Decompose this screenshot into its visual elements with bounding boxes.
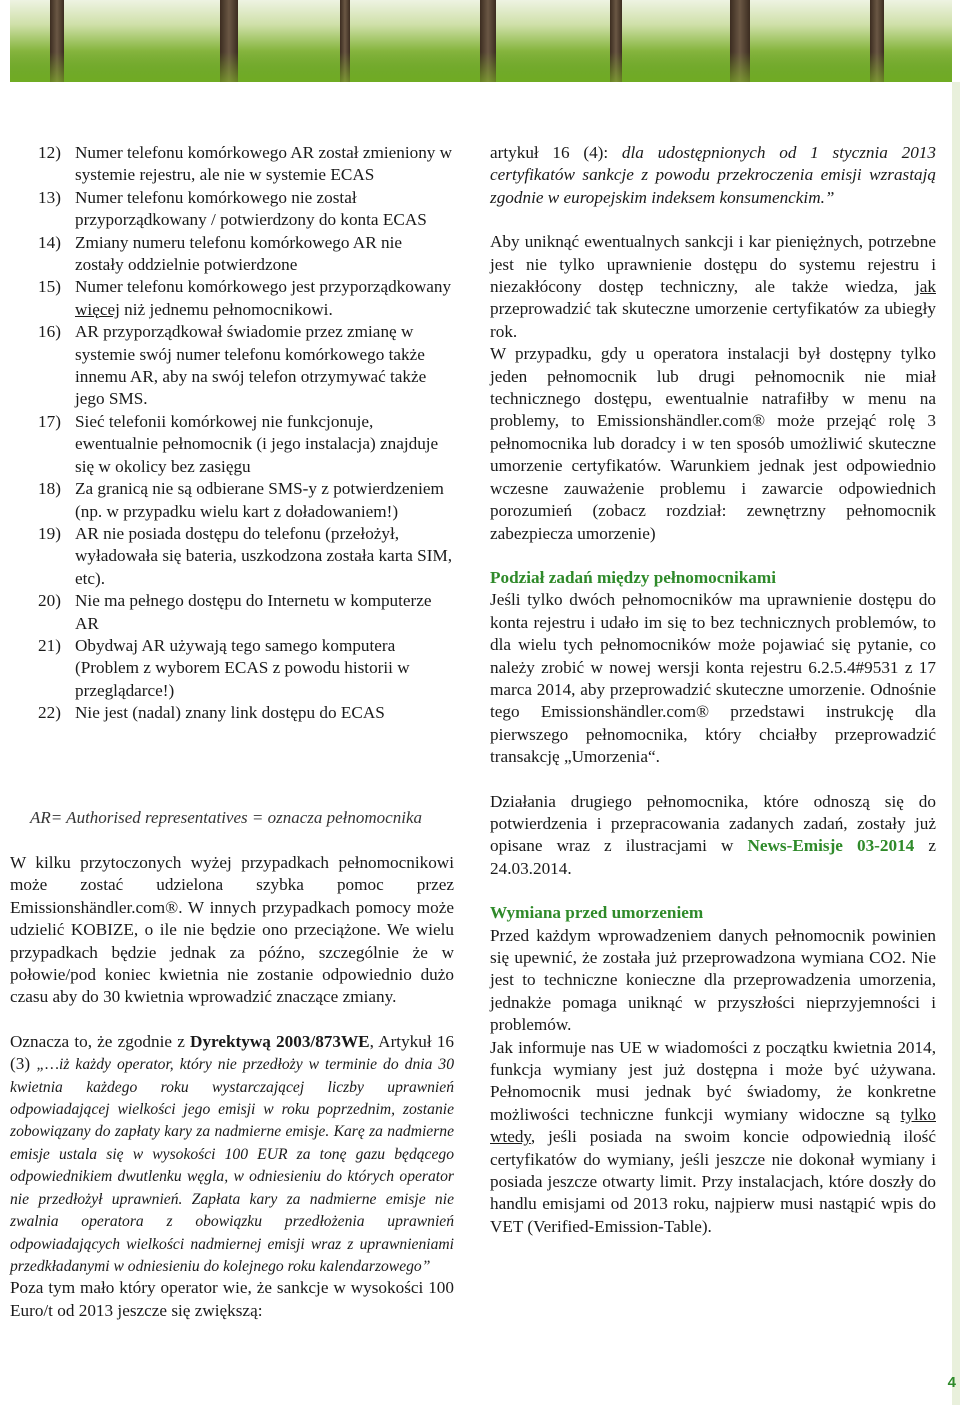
list-text: Numer telefonu komórkowego nie został przyporządkowany / potwierdzony do konta ECAS [75,187,427,230]
left-body-text [10,852,454,1322]
list-number: 13) [38,187,61,207]
list-number: 12) [38,143,61,162]
list-text: Sieć telefonii komórkowej nie funkcjonuje, ewentualnie pełnomocnik (i jego instalacja) znajduje się w okolicy bez zasięgu [75,411,439,476]
directive-name: Dyrektywą 2003/873WE [190,1031,370,1051]
paragraph [490,231,936,343]
list-text: Obydwaj AR używają tego samego komputera (Problem z wyborem ECAS z powodu historii w przeglądarce!) [75,635,410,700]
list-number: 17) [38,411,61,431]
list-number: 18) [38,479,61,499]
list-item [38,411,454,478]
paragraph [490,791,936,881]
list-text-part: Numer telefonu komórkowego jest przyporządkowany [75,277,452,297]
grass-glow [10,52,952,82]
text-part: Jak informuje nas UE w wiadomości z początku kwietnia 2014, funkcja wymiany jest już dostępna i może być używana. Pełnomocnik musi jednak być świadomy, że konkretne możliwości techniczne funkcji wymiany widoczne są [490,1037,936,1124]
list-item [38,523,454,590]
directive-paragraph [10,1031,454,1277]
text-part: Oznacza to, że zgodnie z [10,1031,191,1051]
list-item [38,232,454,277]
abbreviation-note: AR= Authorised representatives = oznacza pełnomocnika [30,808,422,827]
text-part: artykuł 16 (4): [490,143,622,162]
paragraph: Jeśli tylko dwóch pełnomocników ma uprawnienie dostępu do konta rejestru i udało im się to bez technicznych problemów, to dla wielu tych pełnomocników może pojawiać się pytanie, co należy zrobić w nowej wersji konta rejestru 6.2.5.4#9531 z 17 marca 2014, aby przeprowadzić skuteczne umorzenie. Odnośnie tego Emissionshändler.com® przedstawi instrukcję dla pierwszego pełnomocnika, który chciałby przeprowadzić transakcję „Umorzenia“. [490,590,936,767]
list-item [38,321,454,411]
list-number: 20) [38,591,61,611]
paragraph: Poza tym mało który operator wie, że sankcje w wysokości 100 Euro/t od 2013 jeszcze się zwiększą: [10,1278,454,1320]
paragraph: W przypadku, gdy u operatora instalacji był dostępny tylko jeden pełnomocnik lub drugi pełnomocnik nie miał technicznego dostępu, ewentualnie natrafiłby w menu na problemy, to Emissionshändler.com® może przejąć rolę 3 pełnomocnika lub doradcy i w ten sposób umożliwić skuteczne umorzenie certyfikatów. Warunkiem jednak jest odpowiednio wczesne zauważenie problemu i zawarcie odpowiednich porozumień (zobacz rozdział: zewnętrzny pełnomocnik zabezpiecza umorzenie) [490,344,936,543]
list-item [38,702,454,724]
list-text: AR nie posiada dostępu do telefonu (przełożył, wyładowała się bateria, uszkodzona została karta SIM, etc). [75,523,453,588]
list-text: Numer telefonu komórkowego AR został zmieniony w systemie rejestru, ale nie w systemie ECAS [75,143,453,185]
list-item [38,478,454,523]
list-number: 22) [38,703,61,723]
text-part: , jeśli posiada na swoim koncie odpowiednią ilość certyfikatów do wymiany, jeśli jeszcze nie dokonał wymiany i posiada jeszcze otwarty limit. Przy instalacjach, które doszły do handlu emisjami od 2013 roku, najpierw musi nastąpić wpis do VET (Verified-Emission-Table). [490,1127,936,1236]
right-column [490,142,936,1238]
section-heading: Podział zadań między pełnomocnikami [490,567,776,587]
text-part: przeprowadzić tak skuteczne umorzenie certyfikatów za ubiegły rok. [490,299,936,341]
list-text: Nie ma pełnego dostępu do Internetu w komputerze AR [75,591,432,633]
page-number: 4 [947,1374,956,1391]
paragraph: W kilku przytoczonych wyżej przypadkach pełnomocnikowi może zostać udzielona szybka pomoc przez Emissionshändler.com®. W innych przypadkach pomocy może udzielić KOBIZE, o ile nie będzie ono przeciążone. We wielu przypadkach będzie jednak za późno, szczególnie że w połowie/pod koniec kwietnia nie zostanie odpowiednio dużo czasu aby do 30 kwietnia wprowadzić znaczące zmiany. [10,853,454,1007]
text-part: Aby uniknąć ewentualnych sankcji i kar pieniężnych, potrzebne jest nie tylko uprawnienie dostępu do systemu rejestru i niezakłócony dostęp techniczny, ale także wiedza, [490,232,936,297]
list-number: 19) [38,523,61,543]
paragraph [490,142,936,209]
paragraph [490,1037,936,1239]
list-text-part: niż jednemu pełnomocnikowi. [119,299,333,319]
list-item [38,187,454,232]
list-item [38,276,454,321]
section-heading: Wymiana przed umorzeniem [490,903,704,923]
list-text [75,276,454,321]
list-item [38,635,454,702]
list-number: 15) [38,277,61,297]
text-part: z 24.03.2014. [490,836,936,878]
list-number: 21) [38,635,61,655]
list-text: Zmiany numeru telefonu komórkowego AR nie zostały oddzielnie potwierdzone [75,232,402,275]
list-text: AR przyporządkował świadomie przez zmianę w systemie swój numer telefonu komórkowego także innemu AR, aby na swój telefon otrzymywać także jego SMS. [75,322,427,409]
directive-quote: „…iż każdy operator, który nie przedłoży w terminie do dnia 30 kwietnia każdego roku wystarczającej liczby uprawnień odpowiadającej wielkości jego emisji w roku poprzednim, zostanie zobowiązany do zapłaty kary za nadmierne emisje. Karę za nadmierne emisje ustala się w wysokości 100 EUR za tonę gazu będącego odpowiednikiem dwutlenku węgla, w odniesieniu do których operator nie przedłożył uprawnień. Zapłata kary za nadmierne emisje nie zwalnia operatora z obowiązku przedłożenia uprawnień odpowiadających wielkości nadmiernej emisji wraz z uprawnieniami przedkładanymi w odniesieniu do kolejnego roku kalendarzowego” [10,1056,454,1275]
underlined-phrase: tylko wtedy [490,1104,936,1147]
forest-banner-image [10,0,952,82]
underlined-word: więcej [75,299,120,319]
text-part: , Artykuł 16 (3) [10,1031,455,1074]
problem-list [38,142,454,725]
list-number: 14) [38,232,61,252]
list-item [38,142,454,187]
list-item [38,590,454,635]
text-part: Działania drugiego pełnomocnika, które odnoszą się do potwierdzenia i przepracowania zadanych zadań, zostały już opisane wraz z ilustracjami w [490,791,936,856]
list-text: Nie jest (nadal) znany link dostępu do ECAS [75,703,385,723]
paragraph: Przed każdym wprowadzeniem danych pełnomocnik powinien się upewnić, że została już przeprowadzona wymiana CO2. Nie jest to techniczne konieczne dla przeprowadzenia umorzenia, jednakże pomaga uniknąć w przyszłości nieprzyjemności i problemów. [490,925,936,1035]
right-margin-bar [952,82,960,1405]
underlined-word: jak [915,277,936,297]
newsletter-reference: News-Emisje 03-2014 [747,836,915,856]
quote-text: dla udostępnionych od 1 stycznia 2013 certyfikatów sankcje z powodu przekroczenia emisji wzrastają zgodnie w europejskim indeksem konsumenckim.” [490,143,936,207]
list-number: 16) [38,322,61,342]
list-text: Za granicą nie są odbierane SMS-y z potwierdzeniem (np. w przypadku wielu kart z doładowaniem!) [75,479,444,521]
